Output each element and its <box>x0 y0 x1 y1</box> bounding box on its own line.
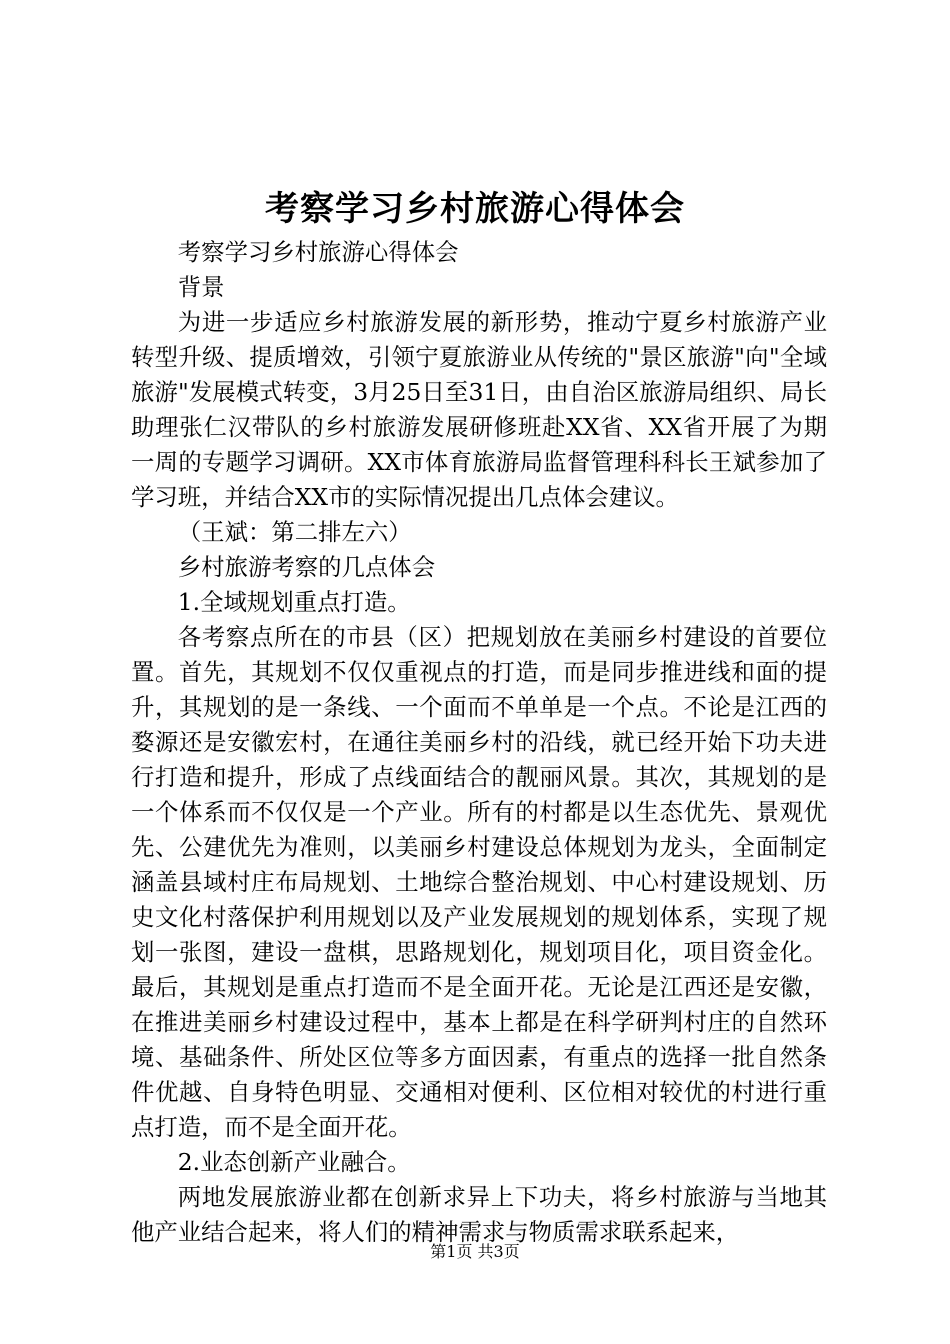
page-number-footer: 第1页 共3页 <box>430 1242 520 1261</box>
paragraph-point-1-heading: 1.全域规划重点打造。 <box>177 588 411 616</box>
paragraph-background: 为进一步适应乡村旅游发展的新形势，推动宁夏乡村旅游产业转型升级、提质增效，引领宁夏旅游业从传统的"景区旅游"向"全域旅游"发展模式转变，3月25日至31日，由自治区旅游局组织、局长助理张仁汉带队的乡村旅游发展研修班赴XX省、XX省开展了为期一周的专题学习调研。XX市体育旅游局监督管理科科长王斌参加了学习班，并结合XX市的实际情况提出几点体会建议。 <box>131 308 827 511</box>
paragraph-photo-caption: （王斌：第二排左六） <box>177 518 412 546</box>
paragraph-subtitle: 考察学习乡村旅游心得体会 <box>177 238 459 266</box>
document-title: 考察学习乡村旅游心得体会 <box>265 189 685 229</box>
paragraph-point-2-body: 两地发展旅游业都在创新求异上下功夫，将乡村旅游与当地其他产业结合起来，将人们的精神需求与物质需求联系起来， <box>131 1183 827 1246</box>
paragraph-point-2-heading: 2.业态创新产业融合。 <box>177 1148 411 1176</box>
document-body <box>131 235 827 1250</box>
paragraph-background-heading: 背景 <box>177 273 225 301</box>
paragraph-section-heading: 乡村旅游考察的几点体会 <box>177 553 436 581</box>
paragraph-point-1-body: 各考察点所在的市县（区）把规划放在美丽乡村建设的首要位置。首先，其规划不仅仅重视点的打造，而是同步推进线和面的提升，其规划的是一条线、一个面而不单单是一个点。不论是江西的婺源还是安徽宏村，在通往美丽乡村的沿线，就已经开始下功夫进行打造和提升，形成了点线面结合的靓丽风景。其次，其规划的是一个体系而不仅仅是一个产业。所有的村都是以生态优先、景观优先、公建优先为准则，以美丽乡村建设总体规划为龙头，全面制定涵盖县域村庄布局规划、土地综合整治规划、中心村建设规划、历史文化村落保护利用规划以及产业发展规划的规划体系，实现了规划一张图，建设一盘棋，思路规划化，规划项目化，项目资金化。最后，其规划是重点打造而不是全面开花。无论是江西还是安徽，在推进美丽乡村建设过程中，基本上都是在科学研判村庄的自然环境、基础条件、所处区位等多方面因素，有重点的选择一批自然条件优越、自身特色明显、交通相对便利、区位相对较优的村进行重点打造，而不是全面开花。 <box>131 623 827 1141</box>
